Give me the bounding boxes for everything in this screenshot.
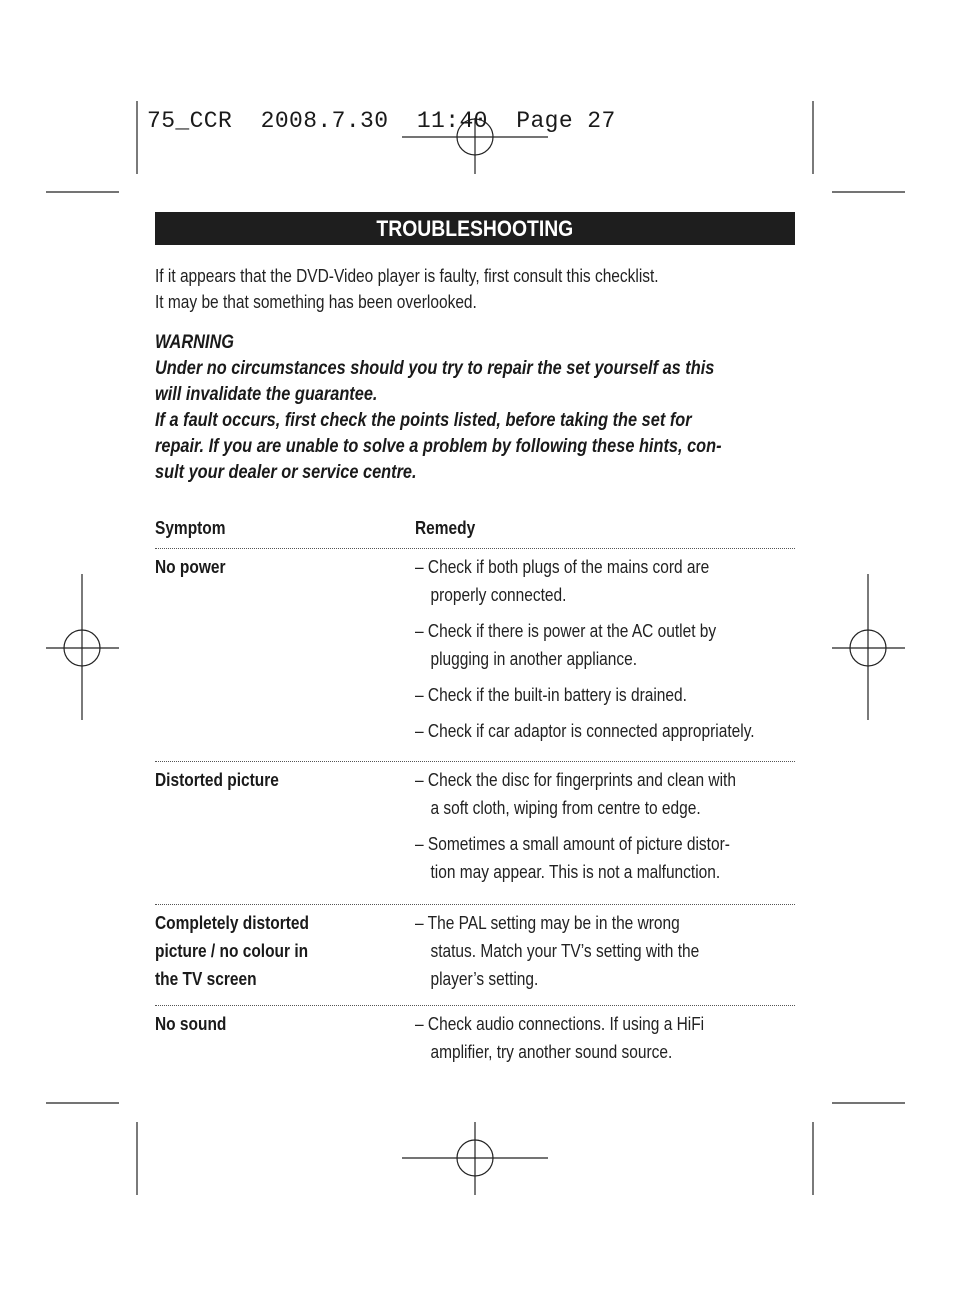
remedy-line: – Check the disc for fingerprints and clean with [415,770,736,790]
symptom-cell [155,1010,405,1038]
symptom-line: Distorted picture [155,770,279,790]
section-title: TROUBLESHOOTING [376,216,574,241]
symptom-line: picture / no colour in [155,941,309,961]
remedy-line: plugging in another appliance. [430,649,638,669]
troubleshooting-table [155,516,795,1074]
remedy-cell [415,905,795,1005]
remedy-item [415,1010,795,1066]
symptom-cell [155,766,405,794]
remedy-line: a soft cloth, wiping from centre to edge. [430,798,701,818]
remedy-item [415,617,795,673]
column-header-remedy: Remedy [415,518,476,538]
symptom-cell [155,909,405,993]
remedy-item [415,766,795,822]
remedy-line: tion may appear. This is not a malfunction. [430,862,721,882]
remedy-line: properly connected. [430,585,567,605]
remedy-item [415,830,795,886]
remedy-line: amplifier, try another sound source. [430,1042,673,1062]
section-title-bar [155,212,795,245]
table-row [155,762,795,905]
table-row [155,549,795,762]
symptom-line: Completely distorted [155,913,309,933]
remedy-line: – Check if there is power at the AC outlet by [415,621,717,641]
table-row [155,905,795,1006]
remedy-line: – Check if both plugs of the mains cord are [415,557,710,577]
warning-line: Under no circumstances should you try to repair the set yourself as this [155,358,715,379]
symptom-line: the TV screen [155,969,257,989]
table-body [155,549,795,1066]
remedy-item [415,717,795,745]
warning-heading: WARNING [155,332,234,353]
remedy-line: – The PAL setting may be in the wrong [415,913,680,933]
warning-block [155,330,795,486]
warning-line: repair. If you are unable to solve a problem by following these hints, con- [155,436,722,457]
remedy-cell [415,549,795,761]
remedy-cell [415,1006,795,1066]
warning-line: sult your dealer or service centre. [155,462,417,483]
remedy-line: – Sometimes a small amount of picture distor- [415,834,730,854]
intro-line: It may be that something has been overlooked. [155,292,477,312]
remedy-item [415,681,795,709]
remedy-item [415,909,795,993]
remedy-line: status. Match your TV’s setting with the [430,941,700,961]
print-header: 75_CCR 2008.7.30 11:40 Page 27 [147,108,616,134]
remedy-line: – Check if the built-in battery is drained. [415,685,687,705]
column-header-symptom: Symptom [155,518,226,538]
remedy-item [415,553,795,609]
table-header [155,516,795,549]
intro-line: If it appears that the DVD-Video player is faulty, first consult this checklist. [155,266,659,286]
symptom-line: No power [155,557,226,577]
symptom-line: No sound [155,1014,227,1034]
remedy-line: – Check audio connections. If using a HiFi [415,1014,705,1034]
warning-line: If a fault occurs, first check the points listed, before taking the set for [155,410,692,431]
table-row [155,1006,795,1066]
remedy-cell [415,762,795,904]
symptom-cell [155,553,405,581]
remedy-line: – Check if car adaptor is connected appropriately. [415,721,755,741]
intro-text [155,263,795,315]
remedy-line: player’s setting. [430,969,539,989]
warning-line: will invalidate the guarantee. [155,384,378,405]
